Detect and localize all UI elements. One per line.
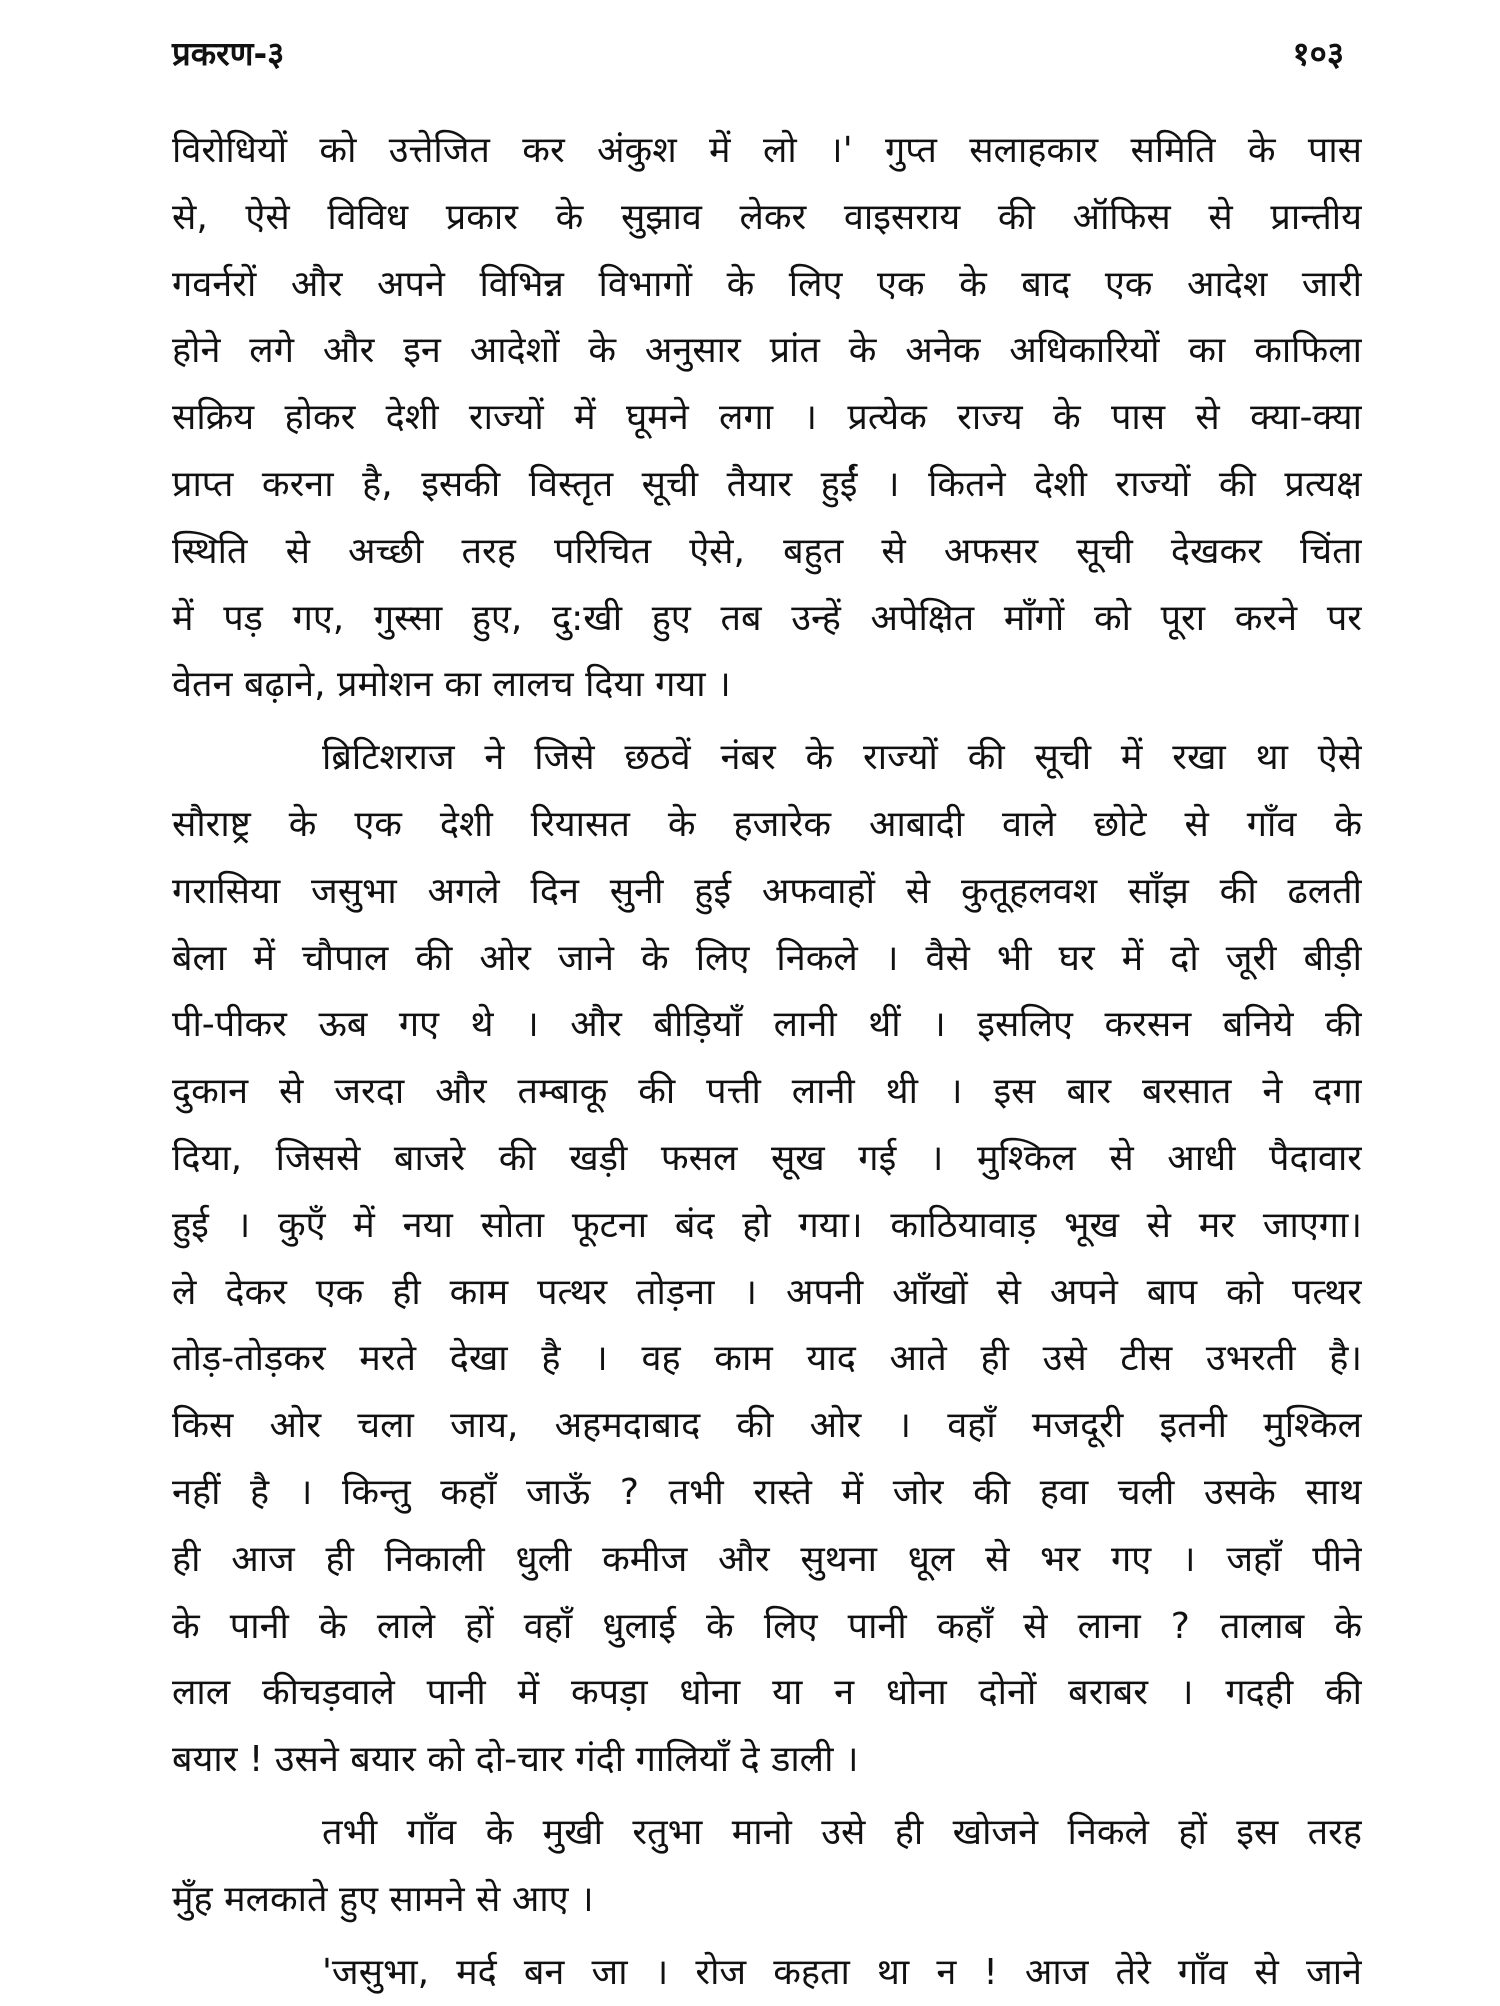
body-text	[172, 118, 1362, 2006]
text-line: सौराष्ट्र के एक देशी रियासत के हजारेक आबादी वाले छोटे से गाँव के	[172, 803, 1362, 845]
text-line: ही आज ही निकाली धुली कमीज और सुथना धूल से भर गए । जहाँ पीने	[172, 1538, 1362, 1580]
paragraph-1	[172, 118, 1362, 719]
text-line: वेतन बढ़ाने, प्रमोशन का लालच दिया गया ।	[172, 664, 731, 706]
text-line: में पड़ गए, गुस्सा हुए, दु:खी हुए तब उन्हें अपेक्षित माँगों को पूरा करने पर	[172, 597, 1362, 639]
page-number: १०३	[1292, 34, 1344, 73]
chapter-label: प्रकरण-३	[172, 34, 285, 73]
text-line: तोड़-तोड़कर मरते देखा है । वह काम याद आते ही उसे टीस उभरती है।	[172, 1338, 1362, 1380]
text-line: स्थिति से अच्छी तरह परिचित ऐसे, बहुत से अफसर सूची देखकर चिंता	[172, 530, 1362, 572]
text-line: नहीं है । किन्तु कहाँ जाऊँ ? तभी रास्ते में जोर की हवा चली उसके साथ	[172, 1471, 1362, 1513]
text-line: विरोधियों को उत्तेजित कर अंकुश में लो ।' गुप्त सलाहकार समिति के पास	[172, 130, 1362, 171]
text-line: पी-पीकर ऊब गए थे । और बीड़ियाँ लानी थीं । इसलिए करसन बनिये की	[172, 1004, 1362, 1046]
text-line: लाल कीचड़वाले पानी में कपड़ा धोना या न धोना दोनों बराबर । गदही की	[172, 1672, 1362, 1714]
text-line: किस ओर चला जाय, अहमदाबाद की ओर । वहाँ मजदूरी इतनी मुश्किल	[172, 1405, 1362, 1447]
text-line: बयार ! उसने बयार को दो-चार गंदी गालियाँ दे डाली ।	[172, 1739, 859, 1781]
text-line: दुकान से जरदा और तम्बाकू की पत्ती लानी थी । इस बार बरसात ने दगा	[172, 1071, 1362, 1113]
text-line: सक्रिय होकर देशी राज्यों में घूमने लगा । प्रत्येक राज्य के पास से क्या-क्या	[172, 397, 1362, 439]
running-head	[172, 30, 1344, 90]
text-line: तभी गाँव के मुखी रतुभा मानो उसे ही खोजने निकले हों इस तरह	[322, 1811, 1362, 1853]
text-line: 'जसुभा, मर्द बन जा । रोज कहता था न ! आज तेरे गाँव से जाने	[322, 1951, 1362, 1993]
paragraph-3	[172, 1800, 1362, 1934]
text-line: बेला में चौपाल की ओर जाने के लिए निकले । वैसे भी घर में दो जूरी बीड़ी	[172, 937, 1362, 979]
text-line: से, ऐसे विविध प्रकार के सुझाव लेकर वाइसराय की ऑफिस से प्रान्तीय	[172, 196, 1362, 238]
text-line: ब्रिटिशराज ने जिसे छठवें नंबर के राज्यों की सूची में रखा था ऐसे	[322, 737, 1362, 779]
text-line: हुई । कुएँ में नया सोता फूटना बंद हो गया। काठियावाड़ भूख से मर जाएगा।	[172, 1204, 1362, 1246]
paragraph-4	[172, 1940, 1362, 2006]
text-line: गरासिया जसुभा अगले दिन सुनी हुई अफवाहों से कुतूहलवश साँझ की ढलती	[172, 870, 1362, 912]
text-line: मुँह मलकाते हुए सामने से आए ।	[172, 1878, 594, 1920]
text-line: होने लगे और इन आदेशों के अनुसार प्रांत के अनेक अधिकारियों का काफिला	[172, 330, 1362, 372]
paragraph-2	[172, 725, 1362, 1794]
text-line: ले देकर एक ही काम पत्थर तोड़ना । अपनी आँखों से अपने बाप को पत्थर	[172, 1271, 1362, 1313]
text-line: प्राप्त करना है, इसकी विस्तृत सूची तैयार हुईं । कितने देशी राज्यों की प्रत्यक्ष	[172, 463, 1362, 505]
text-line: गवर्नरों और अपने विभिन्न विभागों के लिए एक के बाद एक आदेश जारी	[172, 263, 1362, 305]
text-line: के पानी के लाले हों वहाँ धुलाई के लिए पानी कहाँ से लाना ? तालाब के	[172, 1605, 1362, 1647]
text-line: दिया, जिससे बाजरे की खड़ी फसल सूख गई । मुश्किल से आधी पैदावार	[172, 1137, 1362, 1179]
